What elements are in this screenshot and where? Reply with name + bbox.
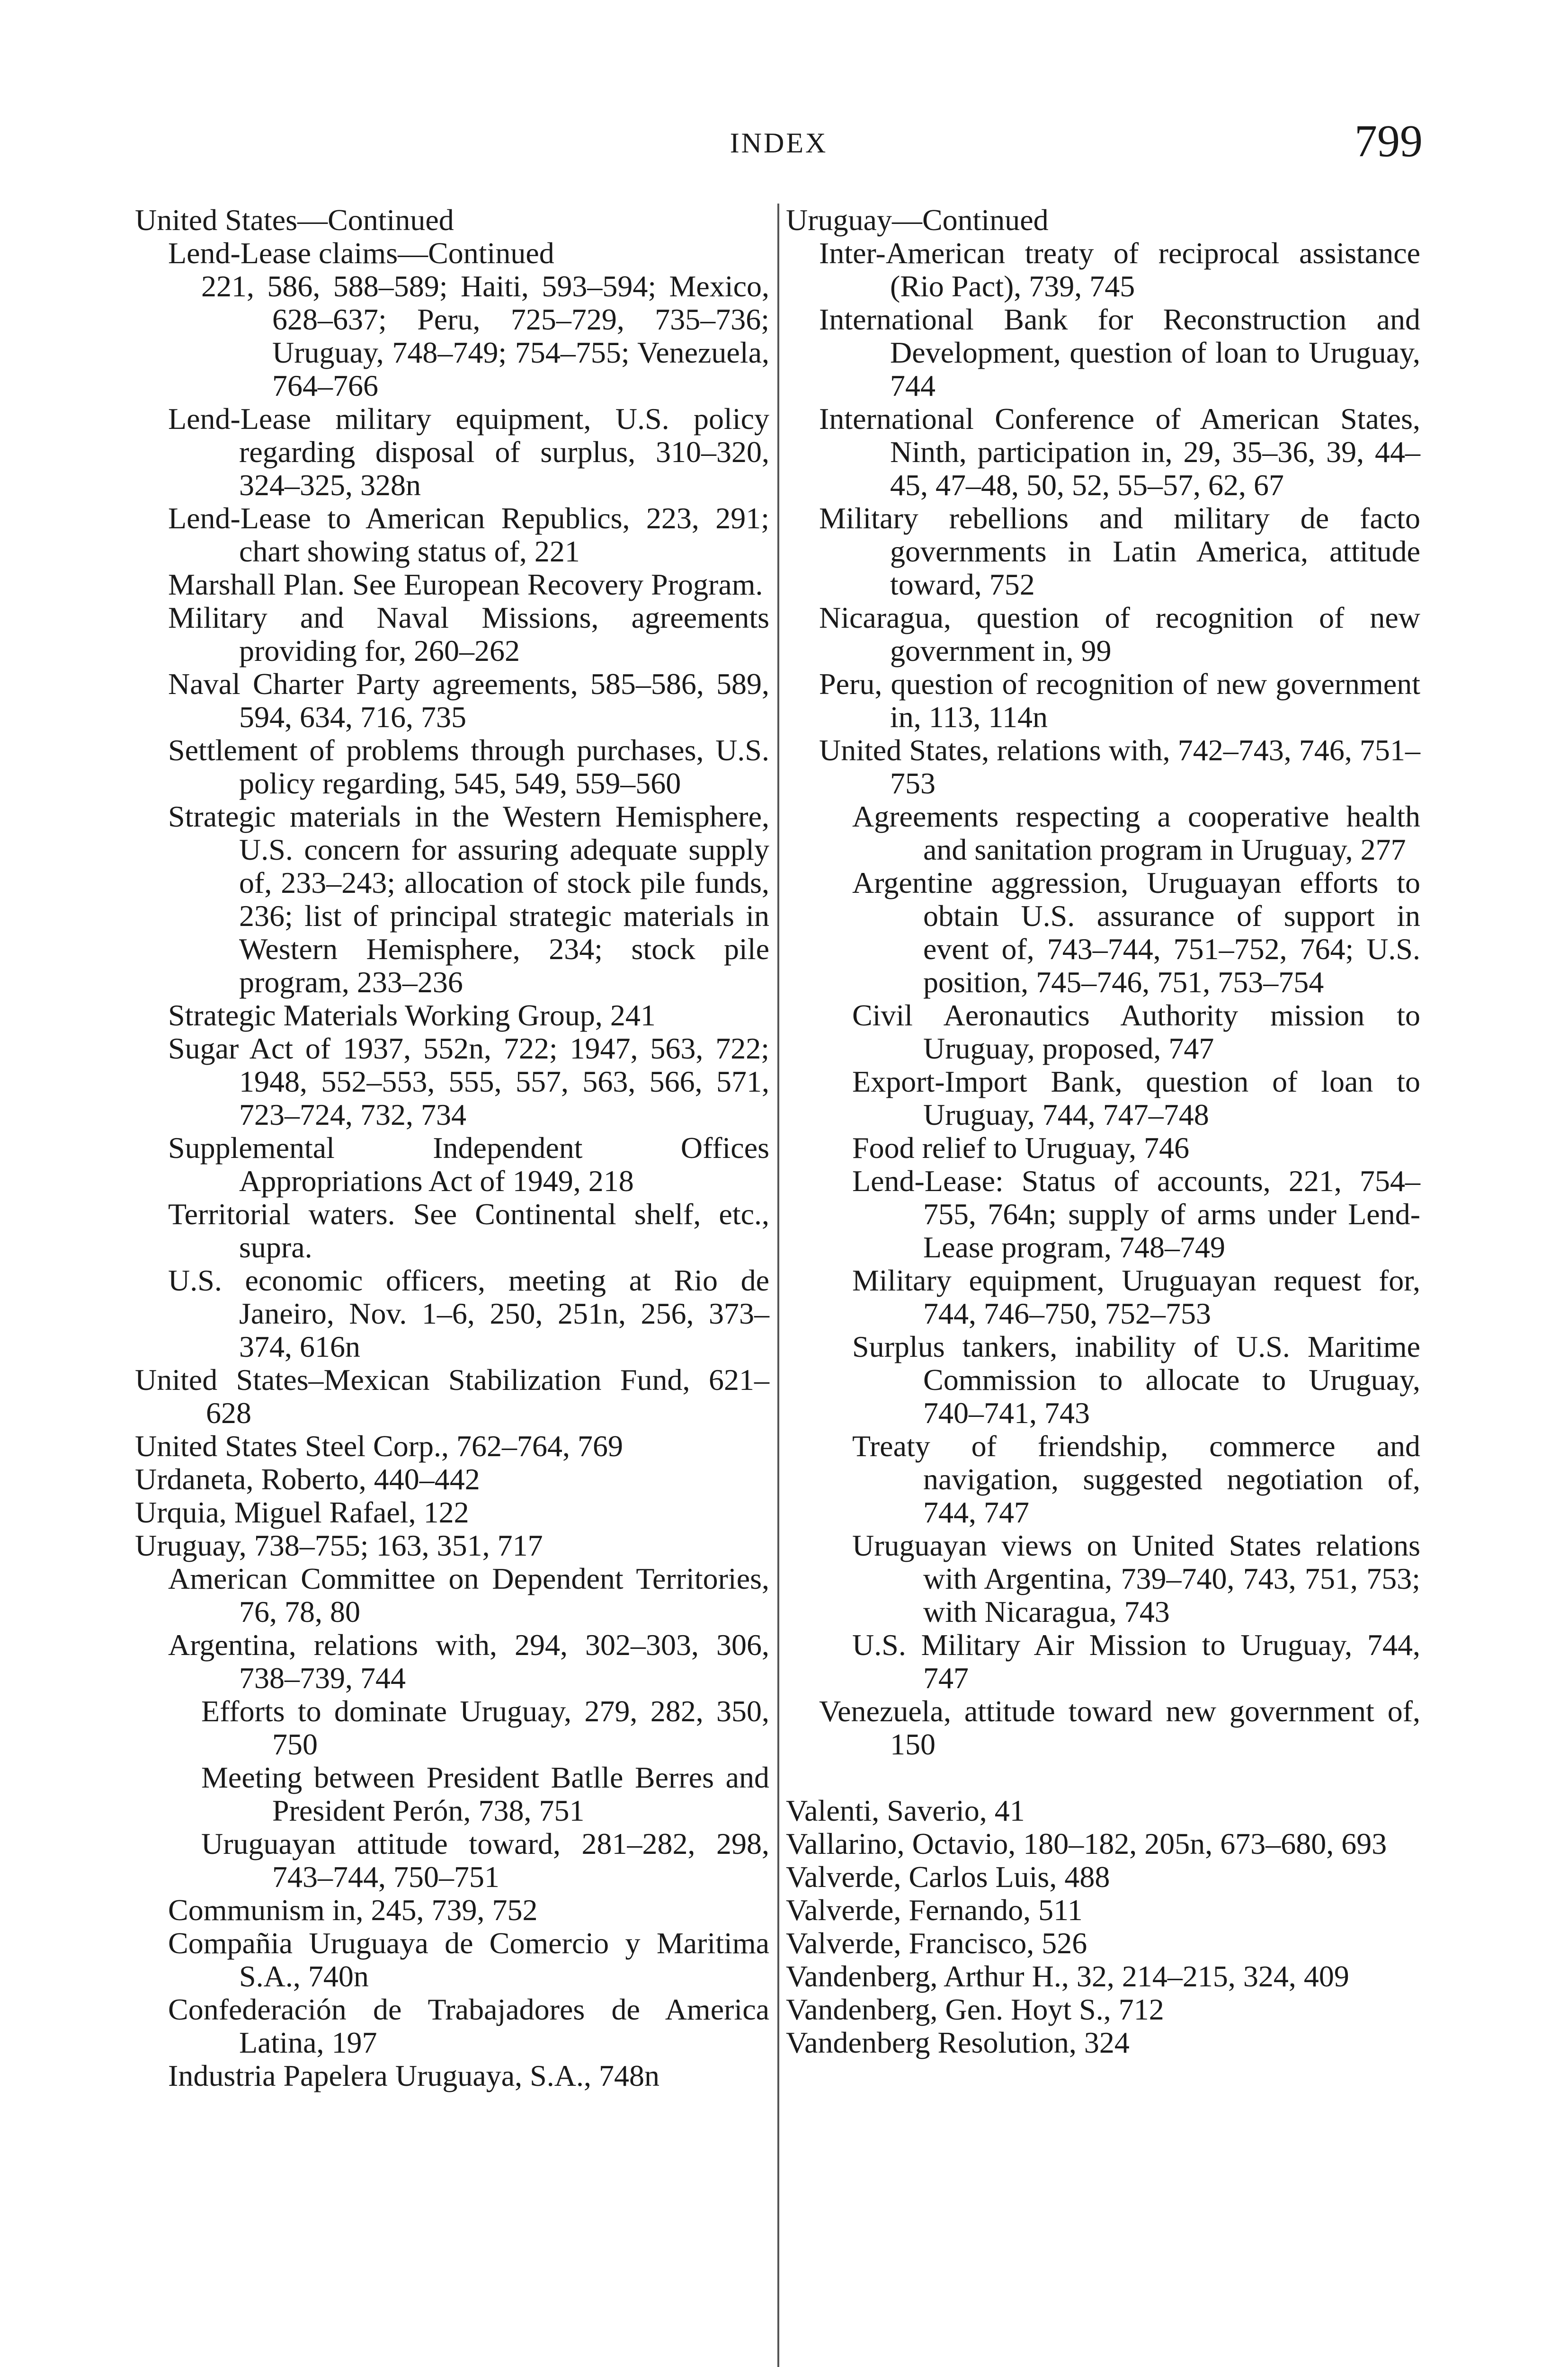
index-entry: Strategic Materials Working Group, 241 xyxy=(168,998,656,1032)
index-entry: Sugar Act of 1937, 552n, 722; 1947, 563, 722; 1948, 552–553, 555, 557, 563, 566, 571, 723–724, 732, 734 xyxy=(168,1032,769,1131)
index-entry: U.S. economic officers, meeting at Rio de Janeiro, Nov. 1–6, 250, 251n, 256, 373–374, 616n xyxy=(168,1264,769,1363)
index-entry: International Bank for Reconstruction and Development, question of loan to Uruguay, 744 xyxy=(819,303,1420,402)
index-entry: American Committee on Dependent Territories, 76, 78, 80 xyxy=(168,1562,769,1628)
index-entry: Nicaragua, question of recognition of new government in, 99 xyxy=(819,601,1420,667)
index-entry: Urdaneta, Roberto, 440–442 xyxy=(135,1462,480,1496)
index-entry: Military equipment, Uruguayan request for, 744, 746–750, 752–753 xyxy=(852,1264,1420,1330)
index-entry: Urquia, Miguel Rafael, 122 xyxy=(135,1495,469,1529)
index-entry: Supplemental Independent Offices Appropriations Act of 1949, 218 xyxy=(168,1131,769,1198)
index-entry: United States Steel Corp., 762–764, 769 xyxy=(135,1429,624,1463)
index-entry: Argentine aggression, Uruguayan efforts to obtain U.S. assurance of support in event of, 743–744, 751–752, 764; U.S. position, 745–746, 751, 753–754 xyxy=(852,866,1420,999)
page-number: 799 xyxy=(1354,116,1423,166)
index-entry: Treaty of friendship, commerce and navigation, suggested negotiation of, 744, 747 xyxy=(852,1429,1420,1529)
continuation-heading: Uruguay—Continued xyxy=(786,203,1049,237)
page-title: INDEX xyxy=(730,127,828,159)
index-entry: Lend-Lease to American Republics, 223, 291; chart showing status of, 221 xyxy=(168,501,769,568)
index-entry: United States, relations with, 742–743, 746, 751–753 xyxy=(819,733,1420,800)
index-entry: Vandenberg, Arthur H., 32, 214–215, 324, 409 xyxy=(786,1959,1349,1993)
index-entry: Settlement of problems through purchases, U.S. policy regarding, 545, 549, 559–560 xyxy=(168,733,769,800)
index-entry: Civil Aeronautics Authority mission to Uruguay, proposed, 747 xyxy=(852,998,1420,1065)
index-entry: Strategic materials in the Western Hemisphere, U.S. concern for assuring adequate supply of, 233–243; allocation of stock pile funds, 236; list of principal strategic materials in Western Hemisphere, 234; stock pile program, 233–236 xyxy=(168,800,769,999)
index-entry: Meeting between President Batlle Berres and President Perón, 738, 751 xyxy=(201,1761,769,1827)
index-entry: Venezuela, attitude toward new government of, 150 xyxy=(819,1694,1420,1761)
index-entry: Territorial waters. See Continental shelf, etc., supra. xyxy=(168,1197,769,1264)
index-entry: Lend-Lease: Status of accounts, 221, 754–755, 764n; supply of arms under Lend-Lease program, 748–749 xyxy=(852,1164,1420,1264)
index-entry: Lend-Lease claims—Continued xyxy=(168,236,554,270)
index-entry: Vandenberg Resolution, 324 xyxy=(786,2026,1130,2059)
index-entry: Inter-American treaty of reciprocal assistance (Rio Pact), 739, 745 xyxy=(819,236,1420,303)
index-entry: U.S. Military Air Mission to Uruguay, 744, 747 xyxy=(852,1628,1420,1695)
index-column-right xyxy=(786,204,1420,2059)
index-entry: Industria Papelera Uruguaya, S.A., 748n xyxy=(168,2059,659,2092)
index-entry: Argentina, relations with, 294, 302–303, 306, 738–739, 744 xyxy=(168,1628,769,1695)
index-entry: Export-Import Bank, question of loan to Uruguay, 744, 747–748 xyxy=(852,1065,1420,1131)
index-entry: Valverde, Francisco, 526 xyxy=(786,1926,1087,1960)
index-entry: United States–Mexican Stabilization Fund, 621–628 xyxy=(135,1363,769,1430)
index-entry: Military and Naval Missions, agreements providing for, 260–262 xyxy=(168,601,769,667)
index-entry-list xyxy=(135,237,769,2092)
index-entry-list xyxy=(786,237,1420,2059)
index-column-left xyxy=(135,204,769,2092)
index-entry: Naval Charter Party agreements, 585–586, 589, 594, 634, 716, 735 xyxy=(168,667,769,734)
index-entry: Efforts to dominate Uruguay, 279, 282, 350, 750 xyxy=(201,1694,769,1761)
index-entry: Marshall Plan. See European Recovery Program. xyxy=(168,568,763,601)
continuation-heading: United States—Continued xyxy=(135,203,454,237)
index-entry: International Conference of American States, Ninth, participation in, 29, 35–36, 39, 44–45, 47–48, 50, 52, 55–57, 62, 67 xyxy=(819,402,1420,502)
index-entry: Agreements respecting a cooperative health and sanitation program in Uruguay, 277 xyxy=(852,800,1420,866)
index-entry: Uruguay, 738–755; 163, 351, 717 xyxy=(135,1529,543,1562)
index-entry: Valenti, Saverio, 41 xyxy=(786,1794,1025,1827)
index-entry: Surplus tankers, inability of U.S. Maritime Commission to allocate to Uruguay, 740–741, 743 xyxy=(852,1330,1420,1430)
index-entry: Food relief to Uruguay, 746 xyxy=(852,1131,1190,1165)
index-entry: Communism in, 245, 739, 752 xyxy=(168,1893,538,1927)
index-entry: Uruguayan views on United States relations with Argentina, 739–740, 743, 751, 753; with Nicaragua, 743 xyxy=(852,1529,1420,1628)
index-entry: Vallarino, Octavio, 180–182, 205n, 673–680, 693 xyxy=(786,1827,1387,1860)
index-entry: Peru, question of recognition of new government in, 113, 114n xyxy=(819,667,1420,734)
index-entry: Vandenberg, Gen. Hoyt S., 712 xyxy=(786,1993,1164,2026)
page-header xyxy=(135,109,1423,175)
column-divider xyxy=(777,204,779,2367)
index-entry: 221, 586, 588–589; Haiti, 593–594; Mexico, 628–637; Peru, 725–729, 735–736; Uruguay, 748–749; 754–755; Venezuela, 764–766 xyxy=(201,269,769,402)
index-entry: Valverde, Carlos Luis, 488 xyxy=(786,1860,1110,1894)
index-entry: Confederación de Trabajadores de America Latina, 197 xyxy=(168,1993,769,2059)
index-entry: Valverde, Fernando, 511 xyxy=(786,1893,1083,1927)
index-entry: Military rebellions and military de facto governments in Latin America, attitude toward, 752 xyxy=(819,501,1420,601)
index-entry: Compañia Uruguaya de Comercio y Maritima S.A., 740n xyxy=(168,1926,769,1993)
index-entry: Lend-Lease military equipment, U.S. policy regarding disposal of surplus, 310–320, 324–325, 328n xyxy=(168,402,769,502)
index-entry: Uruguayan attitude toward, 281–282, 298, 743–744, 750–751 xyxy=(201,1827,769,1894)
